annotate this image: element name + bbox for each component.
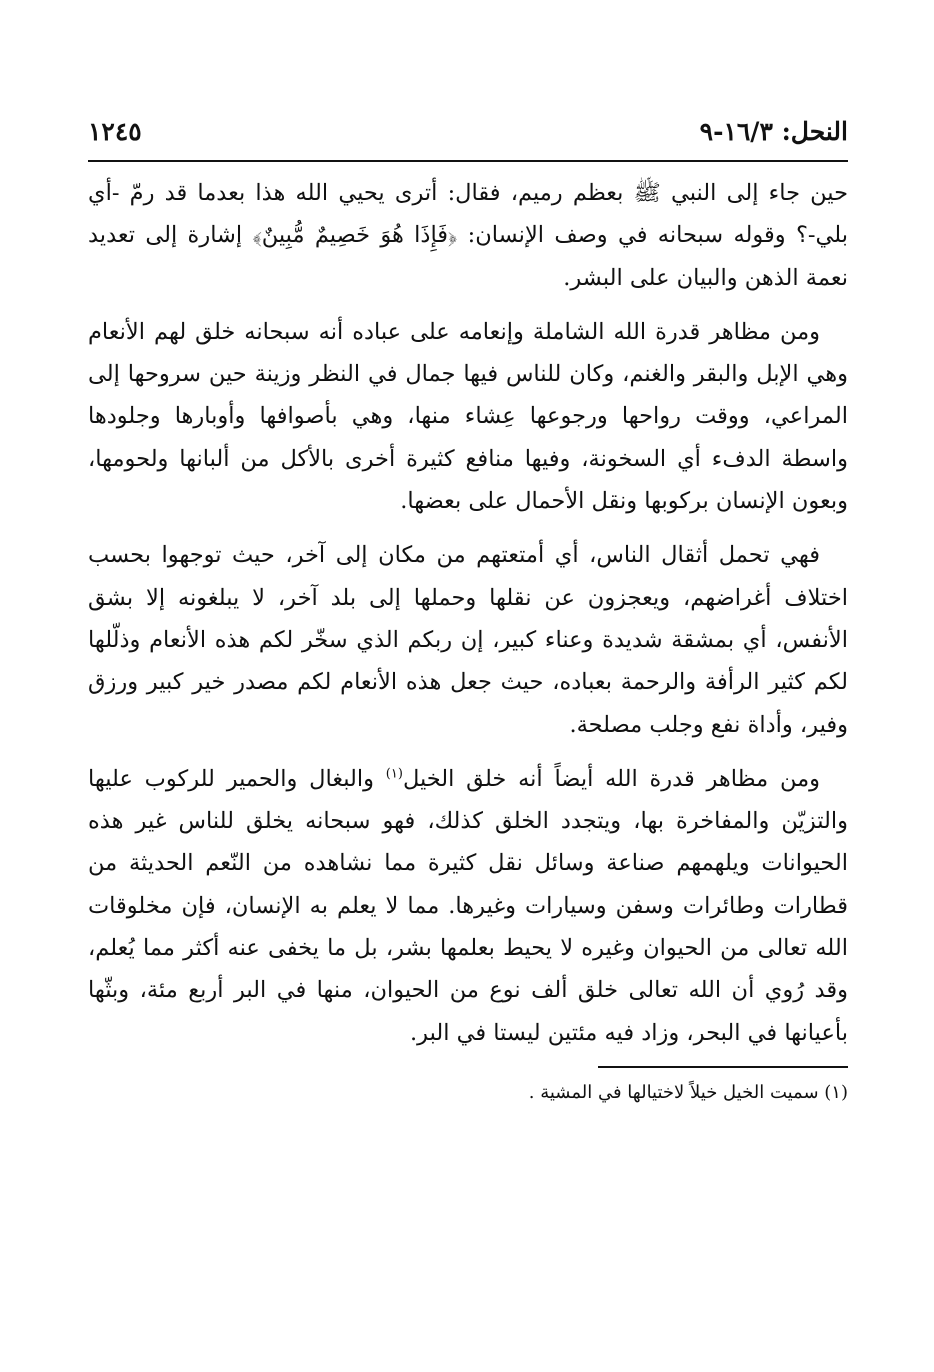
paragraph: فهي تحمل أثقال الناس، أي أمتعتهم من مكان إلى آخر، حيث توجهوا بحسب اختلاف أغراضهم، ويعجزون عن نقلها وحملها إلى بلد آخر، لا يبلغونه إلا بشق الأنفس، أي بمشقة شديدة وعناء كبير، إن ربكم الذي سخّر لكم هذه الأنعام وذلّلها لكم كثير الرأفة والرحمة بعباده، حيث جعل هذه الأنعام لكم مصدر خير كبير ورزق وفير، وأداة نفع وجلب مصلحة.	[88, 542, 848, 738]
footnote-reference: (١)	[385, 766, 403, 782]
footnote: (١) سميت الخيل خيلاً لاختيالها في المشية .	[528, 1081, 848, 1103]
page-header	[88, 110, 848, 154]
paragraph: ومن مظاهر قدرة الله الشاملة وإنعامه على عباده أنه سبحانه خلق لهم الأنعام وهي الإبل والبقر والغنم، وكان للناس فيها جمال في النظر وزينة حين سروحها إلى المراعي، ووقت رواحها ورجوعها عِشاء منها، وهي بأصوافها وأوبارها وجلودها واسطة الدفء أي السخونة، وفيها منافع كثيرة أخرى بالأكل من ألبانها ولحومها، وبعون الإنسان بركوبها ونقل الأحمال على بعضها.	[88, 318, 848, 515]
paragraph-text: والبغال والحمير للركوب عليها والتزيّن والمفاخرة بها، ويتجدد الخلق كذلك، فهو سبحانه يخلق للناس غير هذه الحيوانات ويلهمهم صناعة وسائل نقل كثيرة مما نشاهده من النّعم الحديثة من قطارات وطائرات وسفن وسيارات وغيرها. مما لا يعلم به الإنسان، فإن مخلوقات الله تعالى من الحيوان وغيره لا يحيط بعلمها بشر، بل ما يخفى عنه أكثر مما يُعلم، وقد رُوي أن الله تعالى خلق ألف نوع من الحيوان، منها في البر أربع مئة، وبثّها بأعيانها في البحر، وزاد فيه مئتين ليستا في البر.	[88, 765, 848, 1046]
book-page	[88, 110, 848, 1108]
paragraph-text: ومن مظاهر قدرة الله أيضاً أنه خلق الخيل	[402, 765, 820, 792]
paragraph: حين جاء إلى النبي ﷺ بعظم رميم، فقال: أترى يحيي الله هذا بعدما قد رمّ -أي بلي-؟ وقوله سبحانه في وصف الإنسان: ﴿فَإِذَا هُوَ خَصِيمٌ مُّبِينٌ﴾ إشارة إلى تعديد نعمة الذهن والبيان على البشر.	[88, 180, 848, 291]
header-rule	[88, 160, 848, 162]
footnote-rule	[598, 1066, 848, 1068]
paragraph	[88, 758, 848, 1054]
page-number: ١٢٤٥	[88, 117, 142, 146]
surah-reference: النحل: ١٦/٣-٩	[699, 117, 848, 146]
body-text	[88, 172, 848, 1054]
